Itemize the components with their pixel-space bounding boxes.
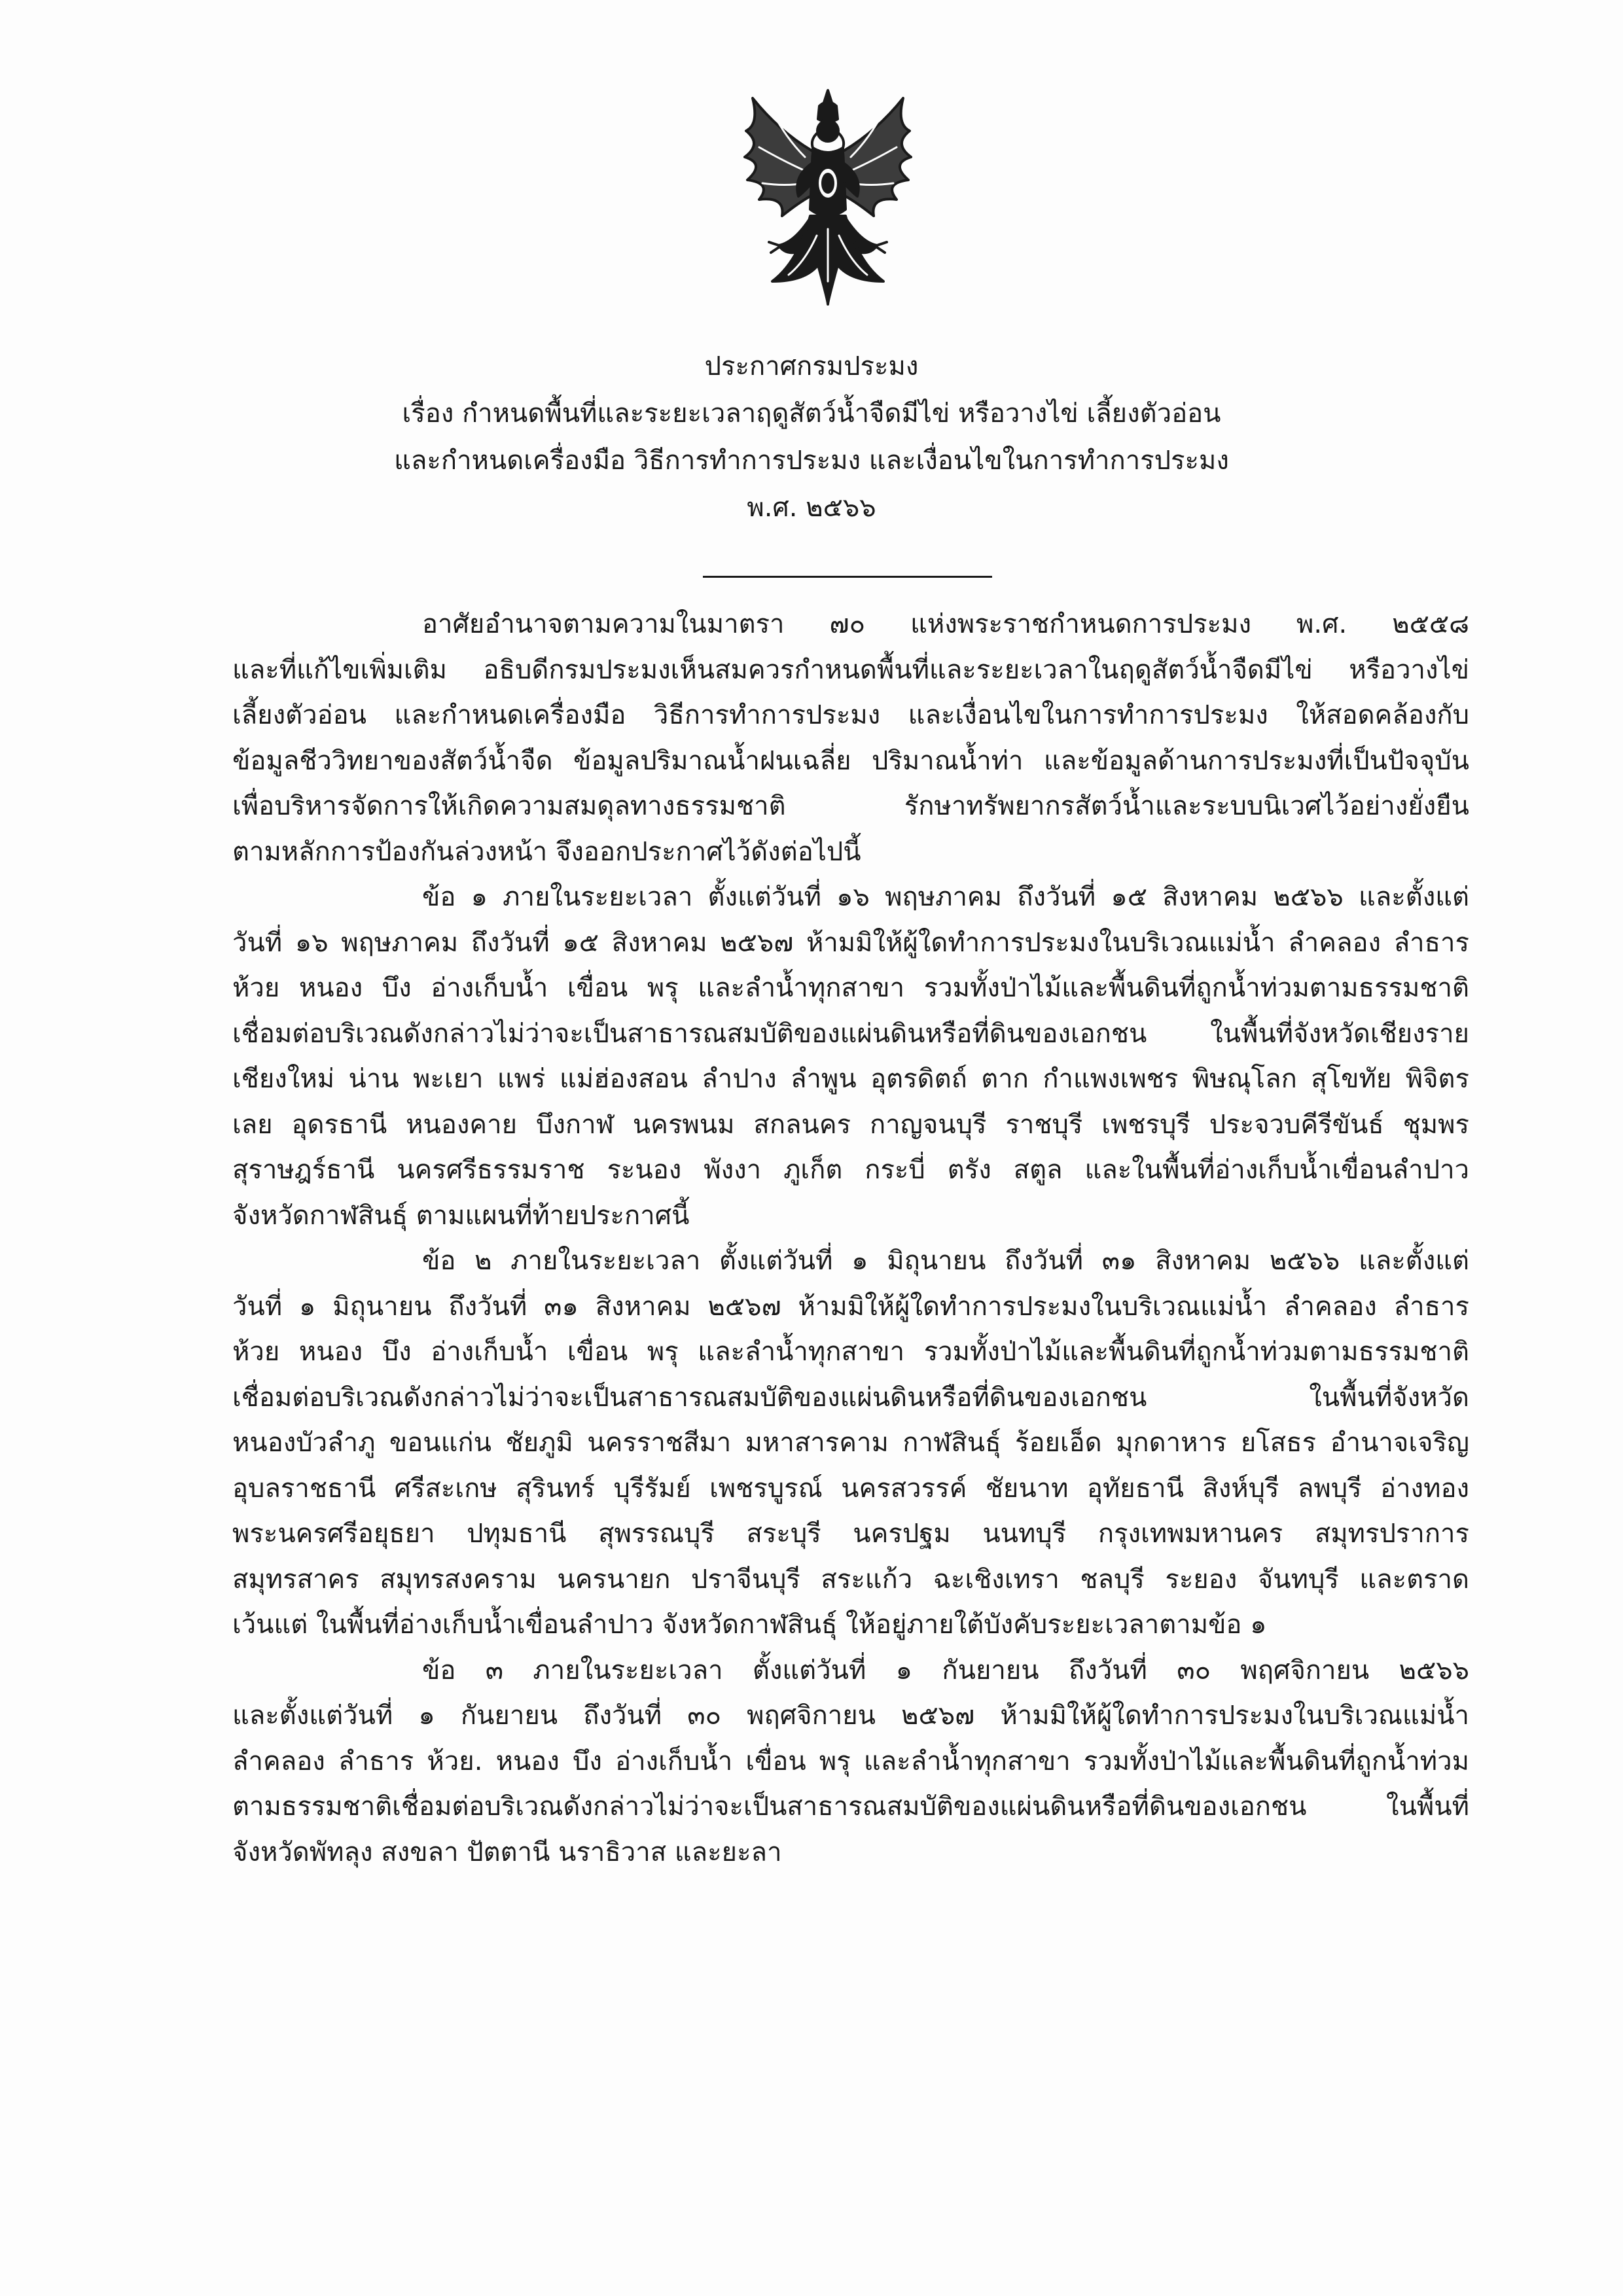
document-body [232,602,1469,1875]
subject-line-2: และกำหนดเครื่องมือ วิธีการทำการประมง และเงื่อนไขในการทำการประมง [394,446,1229,476]
garuda-emblem-icon [733,85,923,308]
text-line: ลำคลอง ลำธาร ห้วย. หนอง บึง อ่างเก็บน้ำ เขื่อน พรุ และลำน้ำทุกสาขา รวมทั้งป่าไม้และพื้นดินที่ถูกน้ำท่วม [232,1746,1469,1776]
clause-1-paragraph [232,875,1469,1239]
text-line: เว้นแต่ ในพื้นที่อ่างเก็บน้ำเขื่อนลำปาว จังหวัดกาฬสินธุ์ ให้อยู่ภายใต้บังคับระยะเวลาตามข้อ ๑ [232,1610,1267,1640]
text-line: ตามหลักการป้องกันล่วงหน้า จึงออกประกาศไว้ดังต่อไปนี้ [232,836,861,867]
text-line: จังหวัดกาฬสินธุ์ ตามแผนที่ท้ายประกาศนี้ [232,1200,690,1231]
text-line: และตั้งแต่วันที่ ๑ กันยายน ถึงวันที่ ๓๐ พฤศจิกายน ๒๕๖๗ ห้ามมิให้ผู้ใดทำการประมงในบริเวณแม่น้ำ [232,1701,1469,1731]
clause-2-paragraph [232,1239,1469,1648]
announcement-header [0,343,1623,531]
text-line: วันที่ ๑๖ พฤษภาคม ถึงวันที่ ๑๕ สิงหาคม ๒๕๖๗ ห้ามมิให้ผู้ใดทำการประมงในบริเวณแม่น้ำ ลำคลอง ลำธาร [232,927,1469,958]
text-line: ข้อ ๒ ภายในระยะเวลา ตั้งแต่วันที่ ๑ มิถุนายน ถึงวันที่ ๓๑ สิงหาคม ๒๕๖๖ และตั้งแต่ [422,1246,1469,1276]
text-line: พระนครศรีอยุธยา ปทุมธานี สุพรรณบุรี สระบุรี นครปฐม นนทบุรี กรุงเทพมหานคร สมุทรปราการ [232,1519,1469,1549]
text-line: ตามธรรมชาติเชื่อมต่อบริเวณดังกล่าวไม่ว่าจะเป็นสาธารณสมบัติของแผ่นดินหรือที่ดินของเอกชน ในพื้นที่ [232,1792,1469,1822]
text-line: จังหวัดพัทลุง สงขลา ปัตตานี นราธิวาส และยะลา [232,1837,782,1867]
text-line: อาศัยอำนาจตามความในมาตรา ๗๐ แห่งพระราชกำหนดการประมง พ.ศ. ๒๕๕๘ [422,609,1469,639]
text-line: เพื่อบริหารจัดการให้เกิดความสมดุลทางธรรมชาติ รักษาทรัพยากรสัตว์น้ำและระบบนิเวศไว้อย่างยั่งยืน [232,791,1469,821]
text-line: ข้อ ๓ ภายในระยะเวลา ตั้งแต่วันที่ ๑ กันยายน ถึงวันที่ ๓๐ พฤศจิกายน ๒๕๖๖ [422,1655,1469,1686]
issuer-title: ประกาศกรมประมง [704,351,919,381]
text-line: ข้อมูลชีววิทยาของสัตว์น้ำจืด ข้อมูลปริมาณน้ำฝนเฉลี่ย ปริมาณน้ำท่า และข้อมูลด้านการประมงที่เป็นปัจจุบัน [232,745,1469,776]
text-line: หนองบัวลำภู ขอนแก่น ชัยภูมิ นครราชสีมา มหาสารคาม กาฬสินธุ์ ร้อยเอ็ด มุกดาหาร ยโสธร อำนาจเจริญ [232,1428,1469,1458]
subject-line-1: เรื่อง กำหนดพื้นที่และระยะเวลาฤดูสัตว์น้ำจืดมีไข่ หรือวางไข่ เลี้ยงตัวอ่อน [402,398,1221,429]
text-line: เชียงใหม่ น่าน พะเยา แพร่ แม่ฮ่องสอน ลำปาง ลำพูน อุตรดิตถ์ ตาก กำแพงเพชร พิษณุโลก สุโขทัย พิจิตร [232,1064,1469,1094]
text-line: เชื่อมต่อบริเวณดังกล่าวไม่ว่าจะเป็นสาธารณสมบัติของแผ่นดินหรือที่ดินของเอกชน ในพื้นที่จังหวัด [232,1382,1469,1413]
text-line: ห้วย หนอง บึง อ่างเก็บน้ำ เขื่อน พรุ และลำน้ำทุกสาขา รวมทั้งป่าไม้และพื้นดินที่ถูกน้ำท่วมตามธรรมชาติ [232,1337,1469,1367]
text-line: เชื่อมต่อบริเวณดังกล่าวไม่ว่าจะเป็นสาธารณสมบัติของแผ่นดินหรือที่ดินของเอกชน ในพื้นที่จังหวัดเชียงราย [232,1018,1469,1049]
year-line: พ.ศ. ๒๕๖๖ [747,493,876,523]
text-line: และที่แก้ไขเพิ่มเติม อธิบดีกรมประมงเห็นสมควรกำหนดพื้นที่และระยะเวลาในฤดูสัตว์น้ำจืดมีไข่ หรือวางไข่ [232,654,1469,685]
text-line: เลี้ยงตัวอ่อน และกำหนดเครื่องมือ วิธีการทำการประมง และเงื่อนไขในการทำการประมง ให้สอดคล้องกับ [232,700,1469,730]
text-line: สมุทรสาคร สมุทรสงคราม นครนายก ปราจีนบุรี สระแก้ว ฉะเชิงเทรา ชลบุรี ระยอง จันทบุรี และตราด [232,1564,1469,1595]
text-line: วันที่ ๑ มิถุนายน ถึงวันที่ ๓๑ สิงหาคม ๒๕๖๗ ห้ามมิให้ผู้ใดทำการประมงในบริเวณแม่น้ำ ลำคลอง ลำธาร [232,1291,1469,1322]
text-line: ข้อ ๑ ภายในระยะเวลา ตั้งแต่วันที่ ๑๖ พฤษภาคม ถึงวันที่ ๑๕ สิงหาคม ๒๕๖๖ และตั้งแต่ [422,882,1469,912]
header-divider [703,576,992,578]
text-line: อุบลราชธานี ศรีสะเกษ สุรินทร์ บุรีรัมย์ เพชรบูรณ์ นครสวรรค์ ชัยนาท อุทัยธานี สิงห์บุรี ลพบุรี อ่างทอง [232,1473,1469,1504]
text-line: สุราษฎร์ธานี นครศรีธรรมราช ระนอง พังงา ภูเก็ต กระบี่ ตรัง สตูล และในพื้นที่อ่างเก็บน้ำเขื่อนลำปาว [232,1155,1469,1185]
preamble-paragraph [232,602,1469,875]
clause-3-paragraph [232,1648,1469,1876]
text-line: ห้วย หนอง บึง อ่างเก็บน้ำ เขื่อน พรุ และลำน้ำทุกสาขา รวมทั้งป่าไม้และพื้นดินที่ถูกน้ำท่วมตามธรรมชาติ [232,973,1469,1003]
text-line: เลย อุดรธานี หนองคาย บึงกาฬ นครพนม สกลนคร กาญจนบุรี ราชบุรี เพชรบุรี ประจวบคีรีขันธ์ ชุมพร [232,1109,1469,1140]
